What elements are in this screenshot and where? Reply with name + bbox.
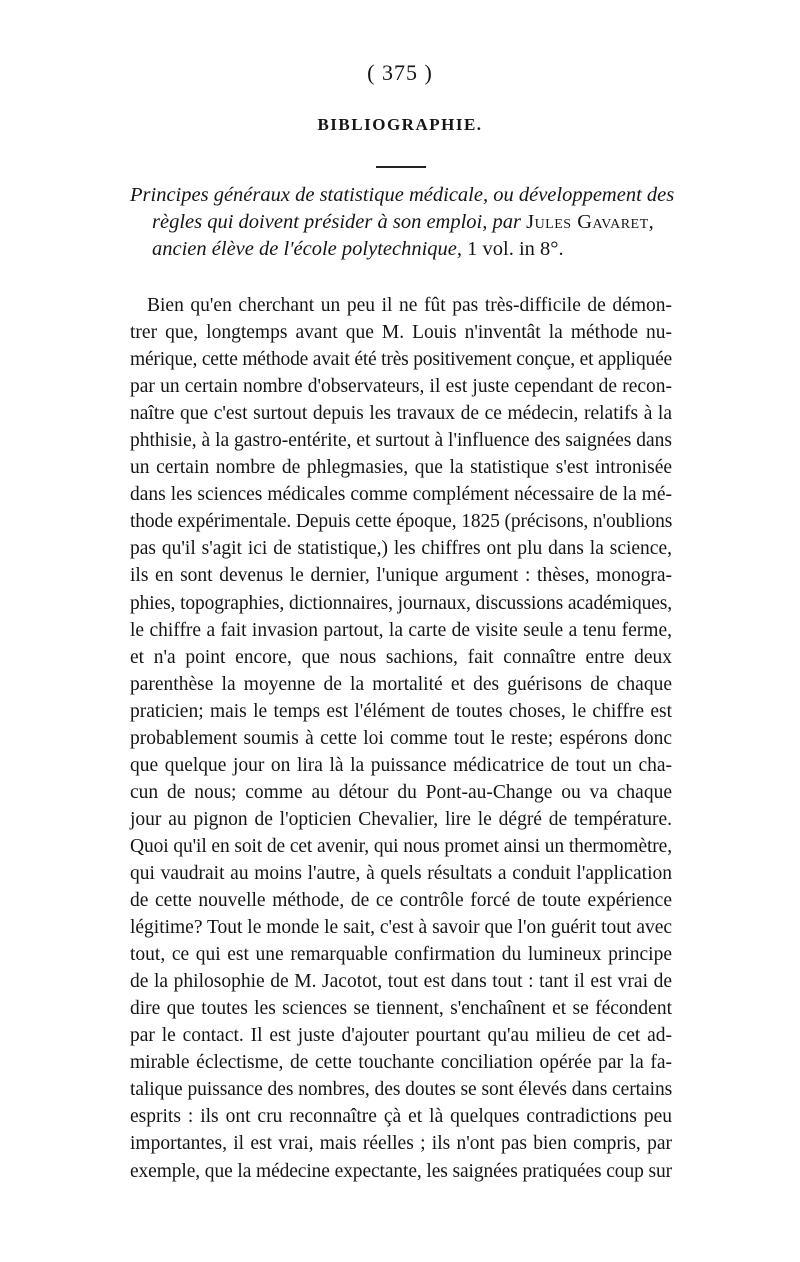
body-text-line: phies, topographies, dictionnaires, journaux, discussions académiques, xyxy=(130,592,672,614)
body-text-line: jour au pignon de l'opticien Chevalier, lire le dégré de température. xyxy=(130,808,672,830)
body-text-line: cun de nous; comme au détour du Pont-au-Change ou va chaque xyxy=(130,781,672,803)
body-text-line: de cette nouvelle méthode, de ce contrôle forcé de toute expérience xyxy=(130,890,672,912)
body-text-line: praticien; mais le temps est l'élément de toutes choses, le chiffre est xyxy=(130,700,672,722)
title-rule-divider xyxy=(376,166,426,168)
body-text-line: mérique, cette méthode avait été très positivement conçue, et appliquée xyxy=(130,349,672,371)
body-text-line: Quoi qu'il en soit de cet avenir, qui nous promet ainsi un thermomètre, xyxy=(130,835,672,857)
book-title-line-2-text: règles qui doivent présider à son emploi, par xyxy=(152,211,521,233)
body-text-line: qui vaudrait au moins l'autre, à quels résultats a conduit l'application xyxy=(130,862,672,884)
book-format: 1 vol. in 8°. xyxy=(467,238,564,260)
body-text-line: Bien qu'en cherchant un peu il ne fût pas très-difficile de démon- xyxy=(147,295,672,316)
body-text-line: probablement soumis à cette loi comme tout le reste; espérons donc xyxy=(130,727,672,749)
body-text-line: mirable éclectisme, de cette touchante conciliation opérée par la fa- xyxy=(130,1052,672,1074)
body-text-line: dans les sciences médicales comme complément nécessaire de la mé- xyxy=(130,484,672,506)
body-text-line: parenthèse la moyenne de la mortalité et des guérisons de chaque xyxy=(130,673,672,695)
book-reference-heading xyxy=(130,182,680,263)
book-title-line-1: Principes généraux de statistique médicale, ou développement des xyxy=(130,184,675,206)
body-text-line: phthisie, à la gastro-entérite, et surtout à l'influence des saignées dans xyxy=(130,430,672,452)
body-text-line: pas qu'il s'agit ici de statistique,) les chiffres ont plu dans la science, xyxy=(130,538,672,560)
body-text-line: esprits : ils ont cru reconnaître çà et là quelques contradictions peu xyxy=(130,1106,672,1128)
body-text-line: naître que c'est surtout depuis les travaux de ce médecin, relatifs à la xyxy=(130,403,672,425)
body-text-line: et n'a point encore, que nous sachions, fait connaître entre deux xyxy=(130,646,672,668)
body-text-line: un certain nombre de phlegmasies, que la statistique s'est intronisée xyxy=(130,457,672,479)
author-description: ancien élève de l'école polytechnique, xyxy=(152,238,463,260)
page-number: ( 375 ) xyxy=(367,60,433,85)
body-text-line: exemple, que la médecine expectante, les saignées pratiquées coup sur xyxy=(130,1160,672,1182)
body-text-line: par un certain nombre d'observateurs, il est juste cependant de recon- xyxy=(130,376,672,398)
book-title-line-2-end: , xyxy=(648,211,654,233)
body-text-line: talique puissance des nombres, des doutes se sont élevés dans certains xyxy=(130,1079,673,1101)
body-text-line: par le contact. Il est juste d'ajouter pourtant qu'au milieu de cet ad- xyxy=(130,1025,672,1047)
body-text-line: thode expérimentale. Depuis cette époque, 1825 (précisons, n'oublions xyxy=(130,511,673,533)
body-text-line: ils en sont devenus le dernier, l'unique argument : thèses, monogra- xyxy=(130,565,672,587)
review-body-text xyxy=(130,292,672,1185)
body-text-line: dire que toutes les sciences se tiennent, s'enchaînent et se fécondent xyxy=(130,998,672,1020)
body-text-line: le chiffre a fait invasion partout, la carte de visite seule a tenu ferme, xyxy=(130,619,672,641)
body-text-line: légitime? Tout le monde le sait, c'est à savoir que l'on guérit tout avec xyxy=(130,917,672,939)
body-text-line: de la philosophie de M. Jacotot, tout est dans tout : tant il est vrai de xyxy=(130,971,672,993)
section-title: BIBLIOGRAPHIE. xyxy=(317,115,483,134)
book-author: Jules Gavaret xyxy=(526,211,649,233)
body-text-line: importantes, il est vrai, mais réelles ; ils n'ont pas bien compris, par xyxy=(130,1133,672,1155)
book-title-line-3 xyxy=(130,236,680,263)
body-text-line: trer que, longtemps avant que M. Louis n'inventât la méthode nu- xyxy=(130,322,672,344)
body-text-line: que quelque jour on lira là la puissance médicatrice de tout un cha- xyxy=(130,754,672,776)
book-title-line-2 xyxy=(130,209,680,236)
body-text-line: tout, ce qui est une remarquable confirmation du lumineux principe xyxy=(130,944,672,966)
